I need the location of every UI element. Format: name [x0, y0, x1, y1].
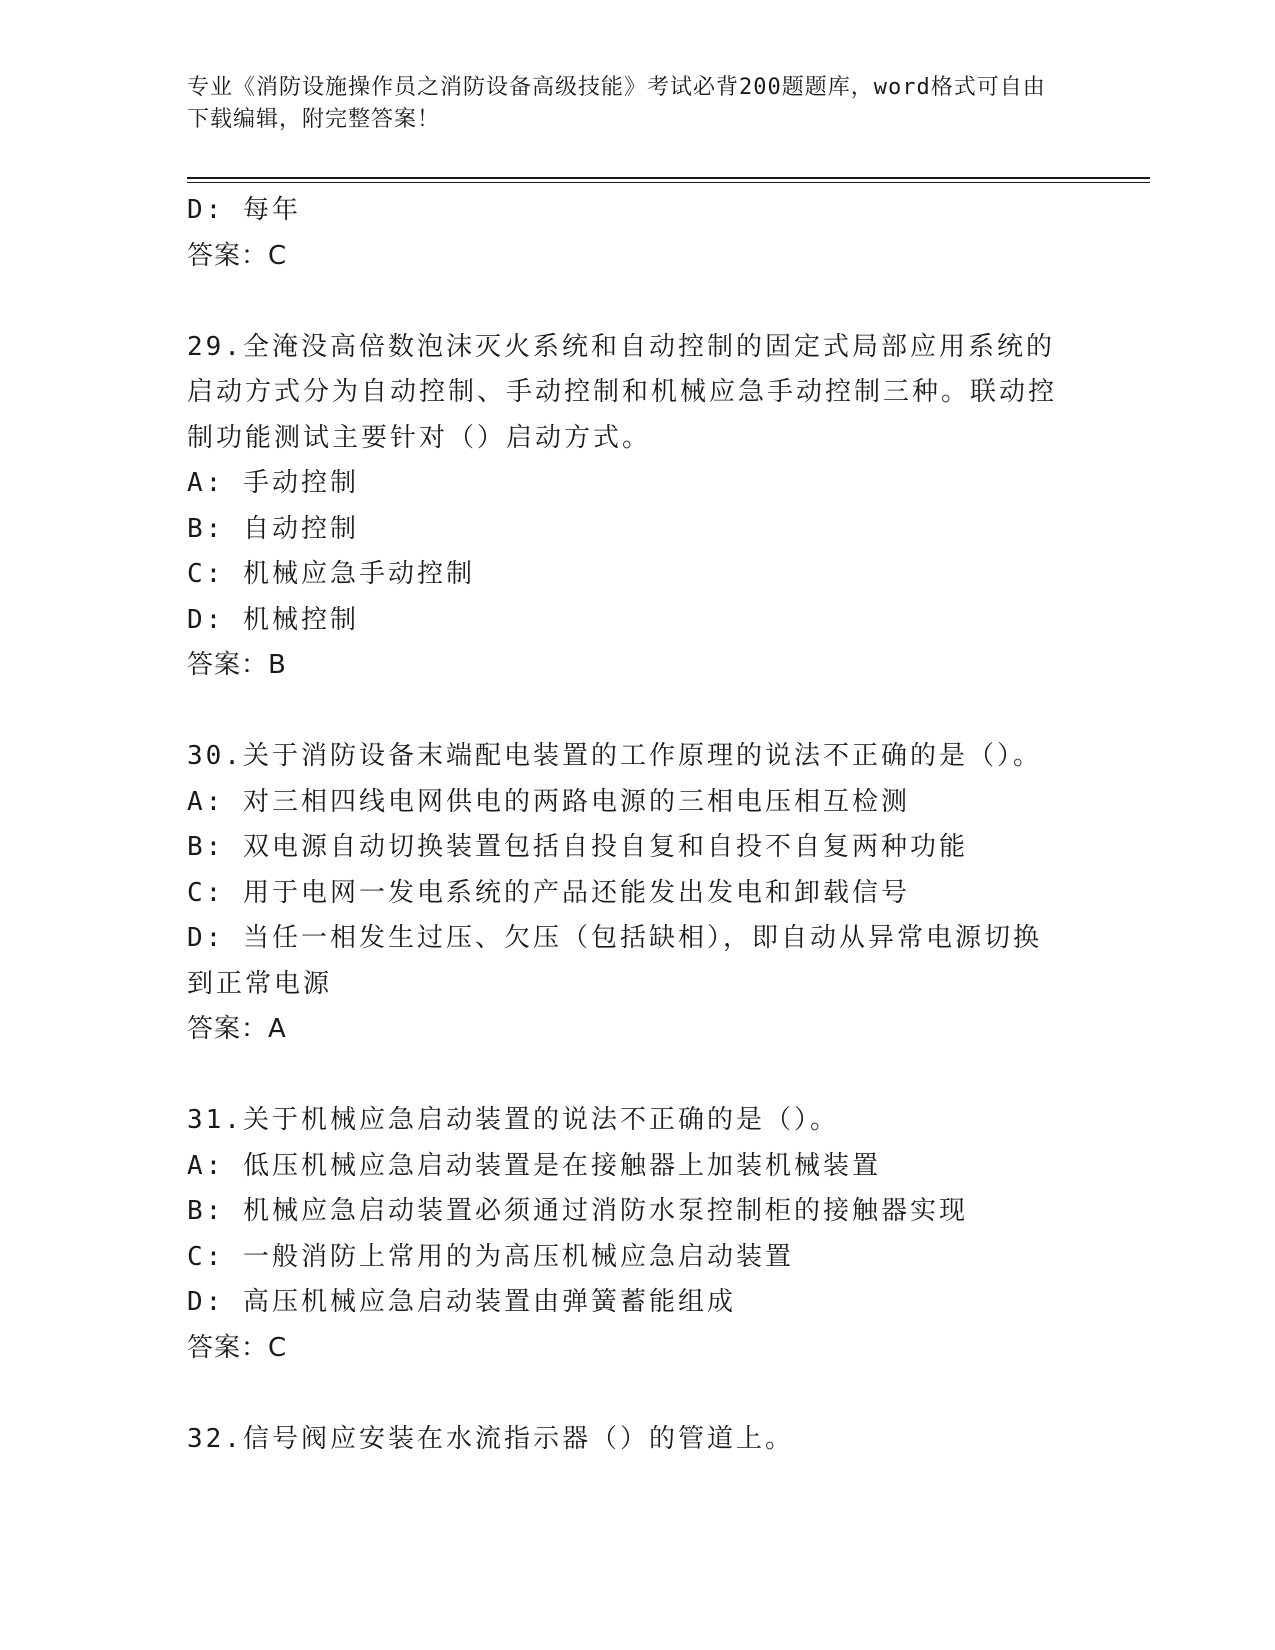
spacer — [187, 279, 1087, 325]
question-31-text: 31.关于机械应急启动装置的说法不正确的是（）。 — [187, 1105, 839, 1135]
question-29-option-b: B: 自动控制 — [187, 513, 359, 544]
question-30-text: 30.关于消防设备末端配电装置的工作原理的说法不正确的是（）。 — [187, 741, 1042, 771]
question-29-option-c: C: 机械应急手动控制 — [187, 559, 475, 589]
question-29-option-a: A: 手动控制 — [187, 468, 359, 498]
question-29-answer: 答案：B — [187, 650, 287, 680]
question-31-answer: 答案：C — [187, 1332, 288, 1363]
question-30-option-d: D: 当任一相发生过压、欠压（包括缺相），即自动从异常电源切换到正常电源 — [187, 923, 1042, 999]
question-30-option-a: A: 对三相四线电网供电的两路电源的三相电压相互检测 — [187, 786, 910, 817]
question-30-option-b: B: 双电源自动切换装置包括自投自复和自投不自复两种功能 — [187, 832, 968, 862]
question-30-answer: 答案：A — [187, 1014, 287, 1044]
spacer — [187, 1371, 1087, 1417]
question-31-option-d: D: 高压机械应急启动装置由弹簧蓄能组成 — [187, 1287, 736, 1317]
spacer — [187, 1053, 1087, 1099]
question-list — [187, 188, 1087, 1462]
prev-option-d: D: 每年 — [187, 195, 301, 225]
header-divider-thin — [187, 182, 1150, 183]
question-31-option-b: B: 机械应急启动装置必须通过消防水泵控制柜的接触器实现 — [187, 1196, 968, 1226]
question-31-option-a: A: 低压机械应急启动装置是在接触器上加装机械装置 — [187, 1150, 881, 1181]
page-header: 专业《消防设施操作员之消防设备高级技能》考试必背200题题库，word格式可自由下载编辑，附完整答案！ — [187, 75, 1046, 132]
question-30-option-c: C: 用于电网一发电系统的产品还能发出发电和卸载信号 — [187, 877, 910, 908]
question-32-text: 32.信号阀应安装在水流指示器（）的管道上。 — [187, 1423, 794, 1454]
spacer — [187, 689, 1087, 735]
header-divider-thick — [187, 177, 1150, 179]
prev-answer: 答案：C — [187, 240, 288, 271]
question-31-option-c: C: 一般消防上常用的为高压机械应急启动装置 — [187, 1241, 794, 1272]
question-29-option-d: D: 机械控制 — [187, 604, 359, 635]
question-29-text: 29.全淹没高倍数泡沫灭火系统和自动控制的固定式局部应用系统的启动方式分为自动控制、手动控制和机械应急手动控制三种。联动控制功能测试主要针对（）启动方式。 — [187, 331, 1058, 453]
